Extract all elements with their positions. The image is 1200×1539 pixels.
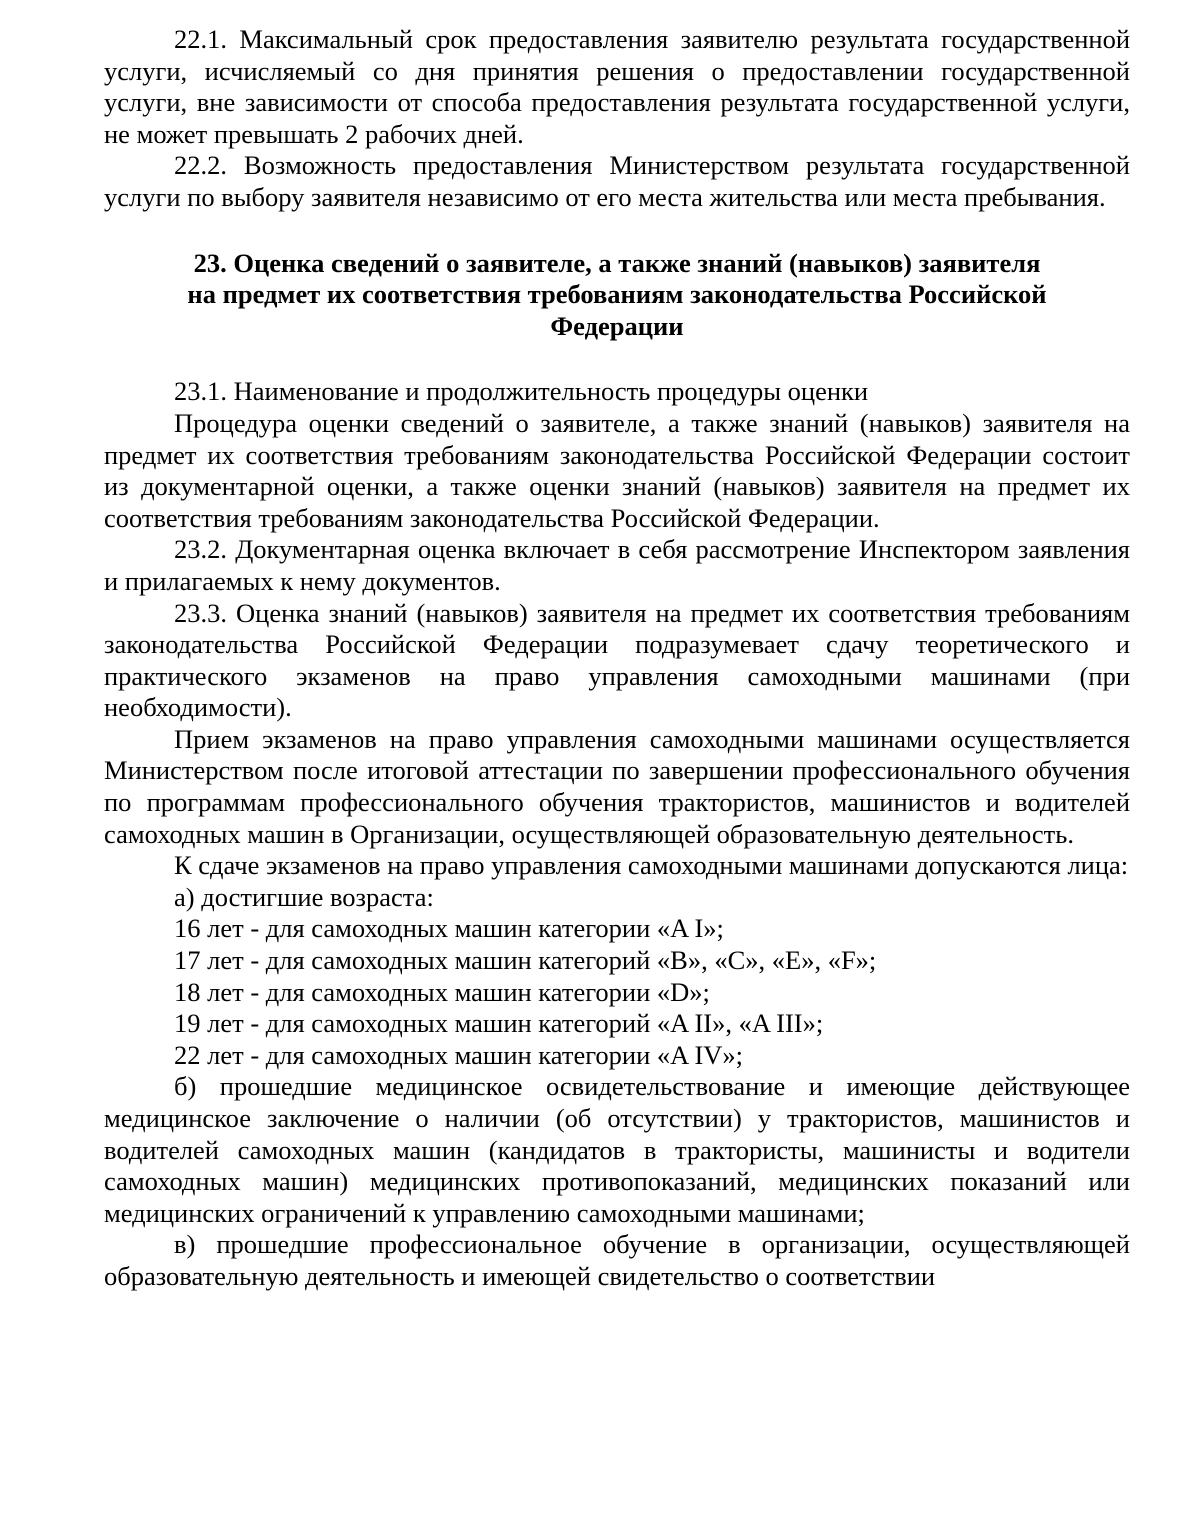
paragraph-23-2: 23.2. Документарная оценка включает в себя рассмотрение Инспектором заявления и прилагаемых к нему документов. <box>104 534 1130 596</box>
list-item-v: в) прошедшие профессиональное обучение в организации, осуществляющей образовательную деятельность и имеющей свидетельство о соответствии <box>104 1229 1130 1291</box>
age-line-19: 19 лет - для самоходных машин категорий «A II», «A III»; <box>174 1008 824 1039</box>
paragraph-23-3: 23.3. Оценка знаний (навыков) заявителя на предмет их соответствия требованиям законодательства Российской Федерации подразумевает сдачу теоретического и практического экзаменов на право управления самоходными машинами (при необходимости). <box>104 597 1130 723</box>
paragraph-23-1-text: Процедура оценки сведений о заявителе, а также знаний (навыков) заявителя на предмет их соответствия требованиям законодательства Российской Федерации состоит из документарной оценки, а также оценки знаний (навыков) заявителя на предмет их соответствия требованиям законодательства Российской Федерации. <box>104 407 1130 533</box>
paragraph-admission: К сдаче экзаменов на право управления самоходными машинами допускаются лица: <box>174 850 1129 881</box>
list-item-a: а) достигшие возраста: <box>174 881 434 912</box>
paragraph-exams: Прием экзаменов на право управления самоходными машинами осуществляется Министерством после итоговой аттестации по завершении профессионального обучения по программам профессионального обучения трактористов, машинистов и водителей самоходных машин в Организации, осуществляющей образовательную деятельность. <box>104 723 1130 849</box>
paragraph-23-1-title: 23.1. Наименование и продолжительность процедуры оценки <box>174 376 869 407</box>
age-line-18: 18 лет - для самоходных машин категории «D»; <box>174 976 710 1007</box>
heading-line-3: Федерации <box>550 310 684 341</box>
paragraph-22-1: 22.1. Максимальный срок предоставления заявителю результата государственной услуги, исчисляемый со дня принятия решения о предоставлении государственной услуги, вне зависимости от способа предоставления результата государственной услуги, не может превышать 2 рабочих дней. <box>104 24 1130 149</box>
heading-line-1: 23. Оценка сведений о заявителе, а также знаний (навыков) заявителя <box>193 247 1041 278</box>
age-line-17: 17 лет - для самоходных машин категорий «B», «C», «E», «F»; <box>174 945 877 976</box>
list-item-b: б) прошедшие медицинское освидетельствование и имеющие действующее медицинское заключение о наличии (об отсутствии) у трактористов, машинистов и водителей самоходных машин (кандидатов в трактористы, машинисты и водители самоходных машин) медицинских противопоказаний, медицинских показаний или медицинских ограничений к управлению самоходными машинами; <box>104 1071 1130 1228</box>
paragraph-22-2: 22.2. Возможность предоставления Министерством результата государственной услуги по выбору заявителя независимо от его места жительства или места пребывания. <box>104 150 1130 212</box>
section-heading-23 <box>104 248 1130 343</box>
age-line-16: 16 лет - для самоходных машин категории «A I»; <box>174 913 724 944</box>
document-page <box>104 24 1130 1293</box>
age-line-22: 22 лет - для самоходных машин категории «A IV»; <box>174 1039 744 1070</box>
heading-line-2: на предмет их соответствия требованиям законодательства Российской <box>187 279 1047 310</box>
